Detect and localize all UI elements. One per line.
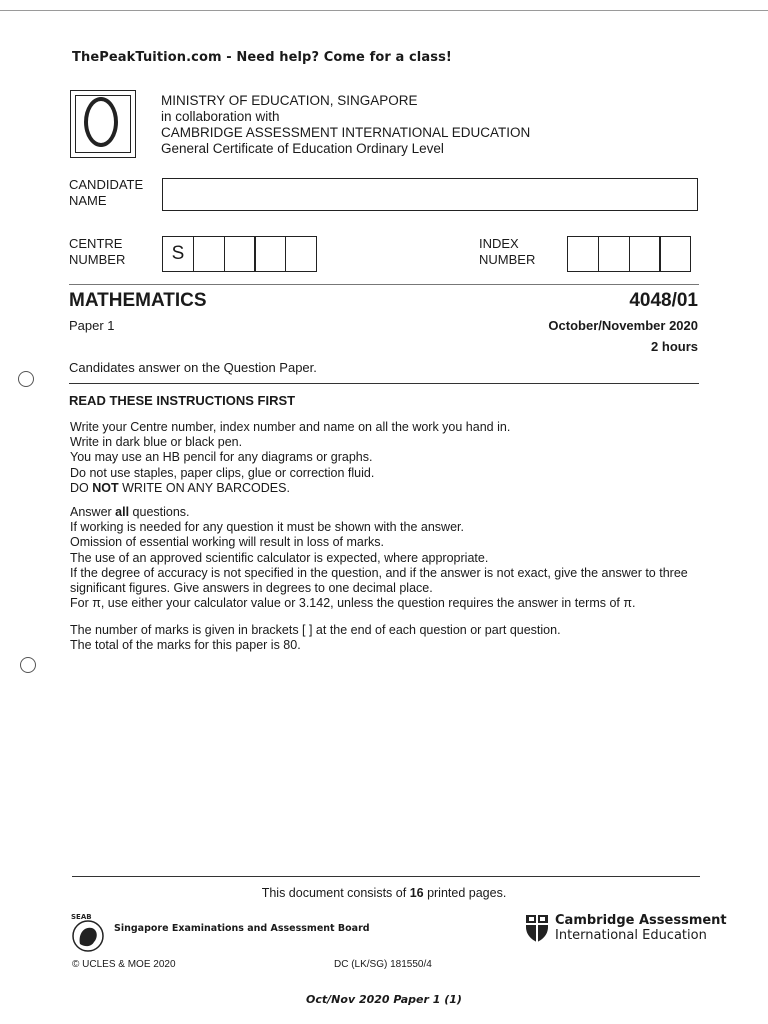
instruction-line: For π, use either your calculator value or 3.142, unless the question requires the answer in terms of π. (70, 596, 636, 611)
page-count-note: This document consists of 16 printed pages. (261, 886, 507, 900)
answer-note: Candidates answer on the Question Paper. (69, 360, 317, 375)
centre-number-cells[interactable] (162, 236, 317, 272)
index-cell[interactable] (659, 236, 691, 272)
index-cell[interactable] (567, 236, 599, 272)
top-scan-line (0, 10, 768, 11)
instructions-block-2 (70, 505, 702, 611)
exam-session: October/November 2020 (548, 318, 698, 333)
centre-number-label: CENTRE NUMBER (69, 236, 126, 267)
centre-cell[interactable] (254, 236, 286, 272)
paper-number: Paper 1 (69, 318, 115, 333)
issuing-bodies (161, 93, 530, 157)
index-number-cells[interactable] (567, 236, 691, 272)
instruction-line: If working is needed for any question it must be shown with the answer. (70, 520, 464, 535)
header-divider (69, 284, 699, 285)
candidate-name-label: CANDIDATE NAME (69, 177, 144, 208)
cambridge-wordmark: Cambridge Assessment International Education (555, 913, 727, 943)
o-level-logo (70, 90, 136, 158)
instruction-line: The use of an approved scientific calculator is expected, where appropriate. (70, 550, 489, 565)
instructions-block-3 (70, 623, 702, 653)
exam-duration: 2 hours (651, 339, 698, 354)
instructions-divider (69, 383, 699, 384)
punch-hole (18, 371, 34, 387)
footer-divider (72, 876, 700, 877)
instruction-line-answer-all: Answer all questions. (70, 505, 190, 519)
centre-cell[interactable] (193, 236, 225, 272)
instruction-line: The total of the marks for this paper is 80. (70, 638, 301, 653)
seab-logo-lettering: SEAB (71, 913, 92, 921)
index-cell[interactable] (629, 236, 661, 272)
centre-cell[interactable] (285, 236, 317, 272)
instruction-line: Do not use staples, paper clips, glue or correction fluid. (70, 465, 375, 480)
instruction-line: If the degree of accuracy is not specified in the question, and if the answer is not exact, give the answer to three significant figures. Give answers in degrees to one decimal place. (70, 565, 688, 596)
subject-title: MATHEMATICS (69, 290, 207, 311)
document-code: DC (LK/SG) 181550/4 (334, 959, 432, 970)
org-collab: in collaboration with (161, 109, 280, 124)
o-letter-ring (84, 97, 118, 147)
instruction-line: Omission of essential working will result in loss of marks. (70, 535, 384, 550)
punch-hole (20, 657, 36, 673)
copyright: © UCLES & MOE 2020 (72, 959, 176, 970)
bottom-paper-label: Oct/Nov 2020 Paper 1 (1) (306, 993, 462, 1006)
index-cell[interactable] (598, 236, 630, 272)
org-level: General Certificate of Education Ordinary Level (161, 141, 444, 156)
centre-cell[interactable]: S (162, 236, 194, 272)
instruction-line: Write in dark blue or black pen. (70, 435, 243, 450)
tuition-banner: ThePeakTuition.com - Need help? Come for a class! (72, 50, 452, 65)
index-number-label: INDEX NUMBER (479, 236, 536, 267)
org-ministry: MINISTRY OF EDUCATION, SINGAPORE (161, 93, 418, 108)
cambridge-shield-icon (524, 913, 550, 943)
instructions-heading: READ THESE INSTRUCTIONS FIRST (69, 393, 296, 408)
org-cambridge: CAMBRIDGE ASSESSMENT INTERNATIONAL EDUCATION (161, 125, 531, 140)
instruction-line: You may use an HB pencil for any diagrams or graphs. (70, 450, 373, 465)
centre-cell[interactable] (224, 236, 256, 272)
candidate-name-field[interactable] (162, 178, 698, 211)
instruction-line: Write your Centre number, index number and name on all the work you hand in. (70, 420, 511, 434)
seab-name: Singapore Examinations and Assessment Board (114, 923, 370, 934)
instruction-line: The number of marks is given in brackets [ ] at the end of each question or part question. (70, 623, 561, 637)
instructions-block-1 (70, 420, 702, 496)
instruction-line-barcodes: DO NOT WRITE ON ANY BARCODES. (70, 480, 290, 495)
syllabus-code: 4048/01 (629, 290, 698, 311)
seab-lion-logo (68, 910, 110, 956)
